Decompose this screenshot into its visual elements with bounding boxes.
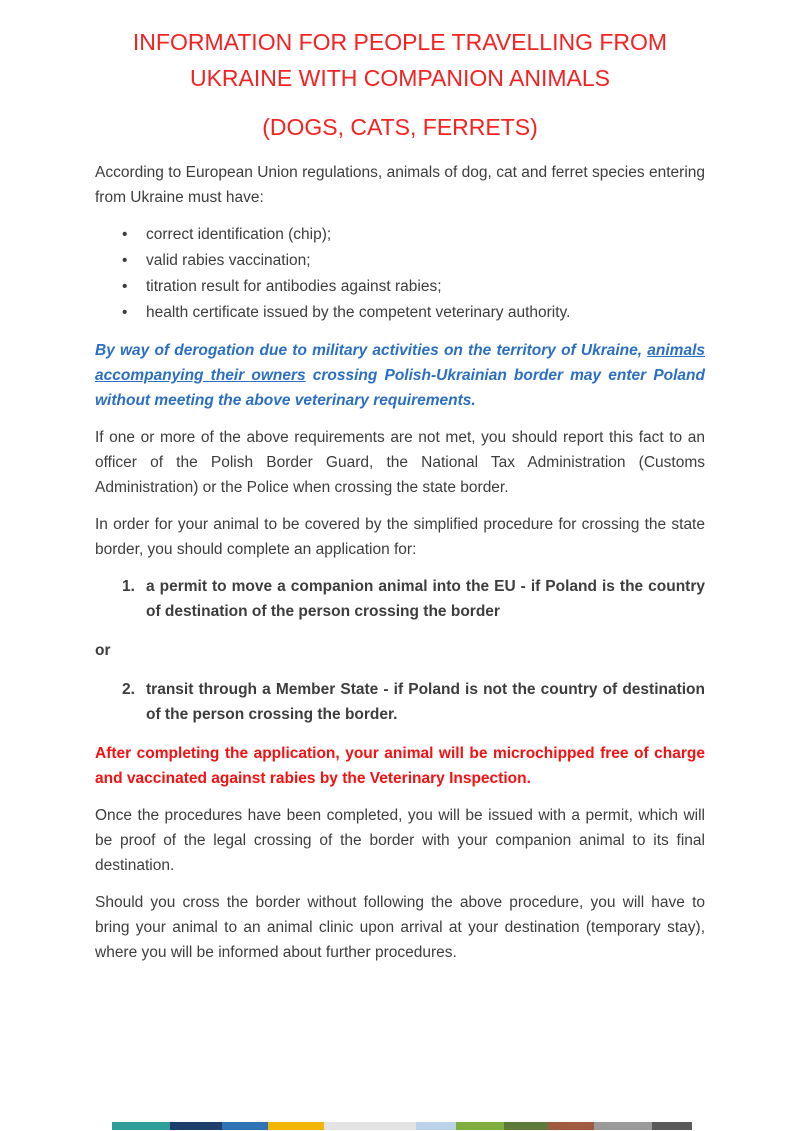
requirements-list — [95, 222, 705, 326]
once-completed-paragraph: Once the procedures have been completed, you will be issued with a permit, which will be proof of the legal crossing of the border with your companion animal to its final destination. — [95, 807, 705, 874]
requirement-text: titration result for antibodies against rabies; — [146, 278, 442, 295]
option-2-number: 2. — [122, 681, 135, 698]
application-option-1 — [95, 574, 705, 624]
or-label: or — [95, 642, 111, 659]
after-completing-paragraph: After completing the application, your animal will be microchipped free of charge and vaccinated against rabies by the Veterinary Inspection. — [95, 745, 705, 787]
simplified-procedure-paragraph: In order for your animal to be covered by the simplified procedure for crossing the state border, you should complete an application for: — [95, 516, 705, 558]
bullet-icon: • — [122, 304, 128, 321]
derogation-text-after: crossing Polish-Ukrainian border may enter Poland without meeting the above veterinary requirements. — [95, 367, 705, 409]
requirement-item — [122, 222, 705, 248]
bullet-icon: • — [122, 226, 128, 243]
footer-strip-segment-blue — [222, 1122, 268, 1130]
derogation-text-underlined: animals accompanying their owners — [95, 342, 705, 384]
application-option-2 — [95, 677, 705, 727]
title-line-3: (DOGS, CATS, FERRETS) — [262, 114, 538, 140]
footer-strip-segment-yellow — [268, 1122, 324, 1130]
footer-strip-segment-navy — [170, 1122, 222, 1130]
bullet-icon: • — [122, 278, 128, 295]
footer-strip-segment-olive — [504, 1122, 548, 1130]
footer-strip-segment-green — [456, 1122, 504, 1130]
report-paragraph: If one or more of the above requirements are not met, you should report this fact to an officer of the Polish Border Guard, the National Tax Administration (Customs Administration) or the Police when crossing the state border. — [95, 429, 705, 496]
derogation-paragraph — [95, 338, 705, 413]
document-title — [95, 24, 705, 145]
requirement-text: correct identification (chip); — [146, 226, 332, 243]
footer-strip — [112, 1122, 692, 1130]
title-line-1: INFORMATION FOR PEOPLE TRAVELLING FROM — [132, 29, 668, 55]
intro-paragraph: According to European Union regulations, animals of dog, cat and ferret species entering from Ukraine must have: — [95, 164, 705, 206]
footer-strip-segment-dark-gray — [652, 1122, 692, 1130]
requirement-text: health certificate issued by the competent veterinary authority. — [146, 304, 571, 321]
footer-strip-segment-teal — [112, 1122, 170, 1130]
should-cross-paragraph: Should you cross the border without following the above procedure, you will have to bring your animal to an animal clinic upon arrival at your destination (temporary stay), where you will be informed about further procedures. — [95, 894, 705, 961]
footer-strip-segment-gray — [594, 1122, 652, 1130]
requirement-text: valid rabies vaccination; — [146, 252, 311, 269]
footer-strip-segment-brick — [548, 1122, 594, 1130]
requirement-item — [122, 274, 705, 300]
option-1-number: 1. — [122, 578, 135, 595]
option-2-text: transit through a Member State - if Poland is not the country of destination of the person crossing the border. — [146, 681, 705, 723]
title-line-2: UKRAINE WITH COMPANION ANIMALS — [189, 65, 610, 91]
bullet-icon: • — [122, 252, 128, 269]
footer-strip-segment-pale-blue — [416, 1122, 456, 1130]
derogation-text-before: By way of derogation due to military activities on the territory of Ukraine, — [95, 342, 648, 359]
requirement-item — [122, 248, 705, 274]
footer-strip-segment-light-gray — [324, 1122, 416, 1130]
requirement-item — [122, 300, 705, 326]
option-1-text: a permit to move a companion animal into the EU - if Poland is the country of destination of the person crossing the border — [146, 578, 705, 620]
document-content — [95, 24, 705, 977]
